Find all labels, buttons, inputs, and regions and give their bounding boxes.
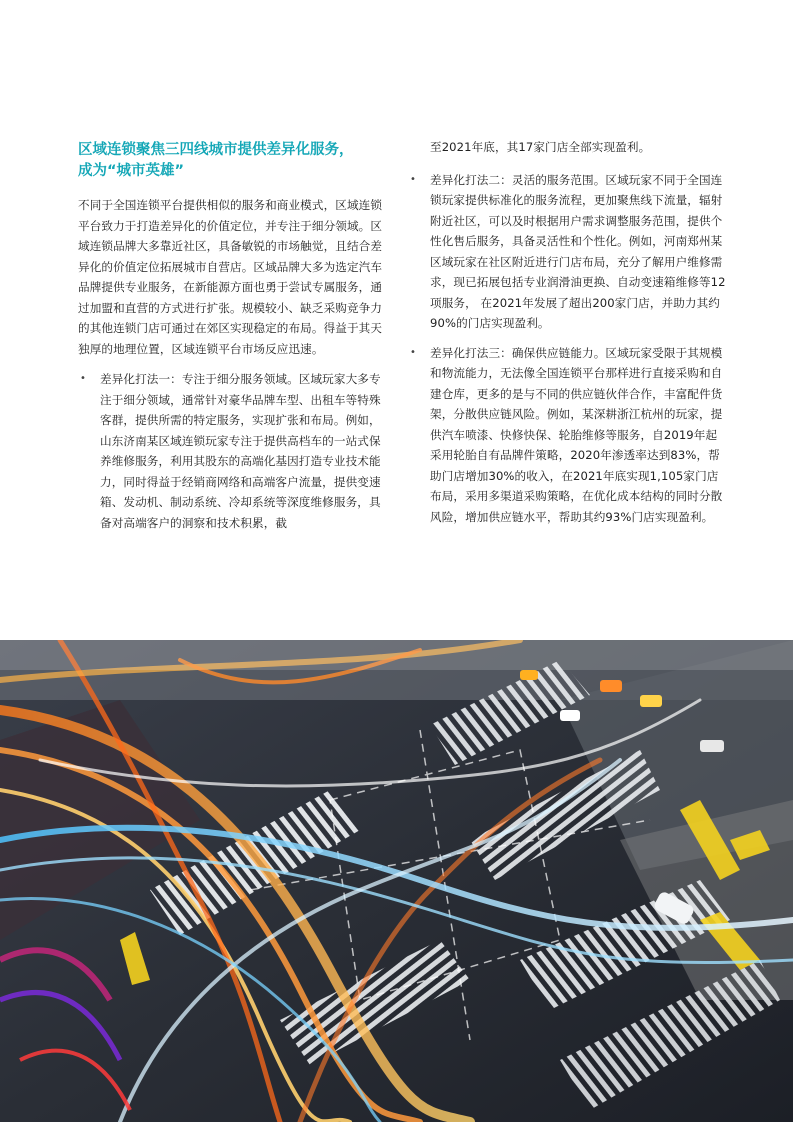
section-heading-line-1: 区域连锁聚焦三四线城市提供差异化服务， [78,142,354,158]
right-column [408,137,726,536]
bullet-dot: • [410,173,416,185]
left-column [78,140,390,542]
bullet-text-2: 差异化打法二：灵活的服务范围。区域玩家不同于全国连锁玩家提供标准化的服务流程，更加聚焦线下流量，辐射附近社区，可以及时根据用户需求调整服务范围，提供个性化售后服务，具备灵活性和个性化。例如，河南郑州某区域玩家在社区附近进行门店布局，充分了解用户维修需求，现已拓展包括专业润滑油更换、自动变速箱维修等12项服务， 在2021年发展了超出200家门店，并助力其约90%的门店实现盈利。 [430,172,726,330]
section-heading [78,140,390,182]
bullet-dot: • [410,346,416,358]
bullet-item-2 [408,170,726,334]
bullet-item-3 [408,343,726,528]
bullet-item-1 [78,369,390,533]
bullet-text-1-continued: 至2021年底，其17家门店全部实现盈利。 [430,140,651,154]
intro-paragraph: 不同于全国连锁平台提供相似的服务和商业模式，区域连锁平台致力于打造差异化的价值定位，并专注于细分领域。区域连锁品牌大多靠近社区，具备敏锐的市场触觉，且结合差异化的价值定位拓展城市自营店。区域品牌大多为选定汽车品牌提供专业服务，在新能源方面也勇于尝试专属服务，通过加盟和直营的方式进行扩张。规模较小、缺乏采购竞争力的其他连锁门店可通过在郊区实现稳定的布局。得益于其天独厚的地理位置，区域连锁平台市场反应迅速。 [78,198,383,356]
bullet-item-1-continued [408,137,726,158]
city-intersection-light-trails-image [0,640,793,1122]
bullet-dot: • [80,373,86,384]
bullet-text-1: 差异化打法一：专注于细分服务领域。区域玩家大多专注于细分领域，通常针对豪华品牌车型、出租车等特殊客群，提供所需的特定服务，实现扩张和布局。例如，山东济南某区域连锁玩家专注于提供高档车的一站式保养维修服务，利用其股东的高端化基因打造专业技术能力，同时得益于经销商网络和高端客户流量，提供变速箱、发动机、制动系统、冷却系统等深度维修服务，具备对高端客户的洞察和技术积累，截 [100,372,381,530]
bullet-text-3: 差异化打法三：确保供应链能力。区域玩家受限于其规模和物流能力，无法像全国连锁平台那样进行直接采购和自建仓库，更多的是与不同的供应链伙伴合作，丰富配件货架，分散供应链风险。例如，某深耕浙江杭州的玩家，提供汽车喷漆、快修快保、轮胎维修等服务，自2019年起采用轮胎自有品牌件策略，2020年渗透率达到83%，帮助门店增加30%的收入，在2021年底实现1,105家门店布局，采用多渠道采购策略，在优化成本结构的同时分散风险，增加供应链水平，帮助其约93%门店实现盈利。 [430,345,723,524]
section-heading-line-2: 成为“城市英雄” [78,163,185,179]
